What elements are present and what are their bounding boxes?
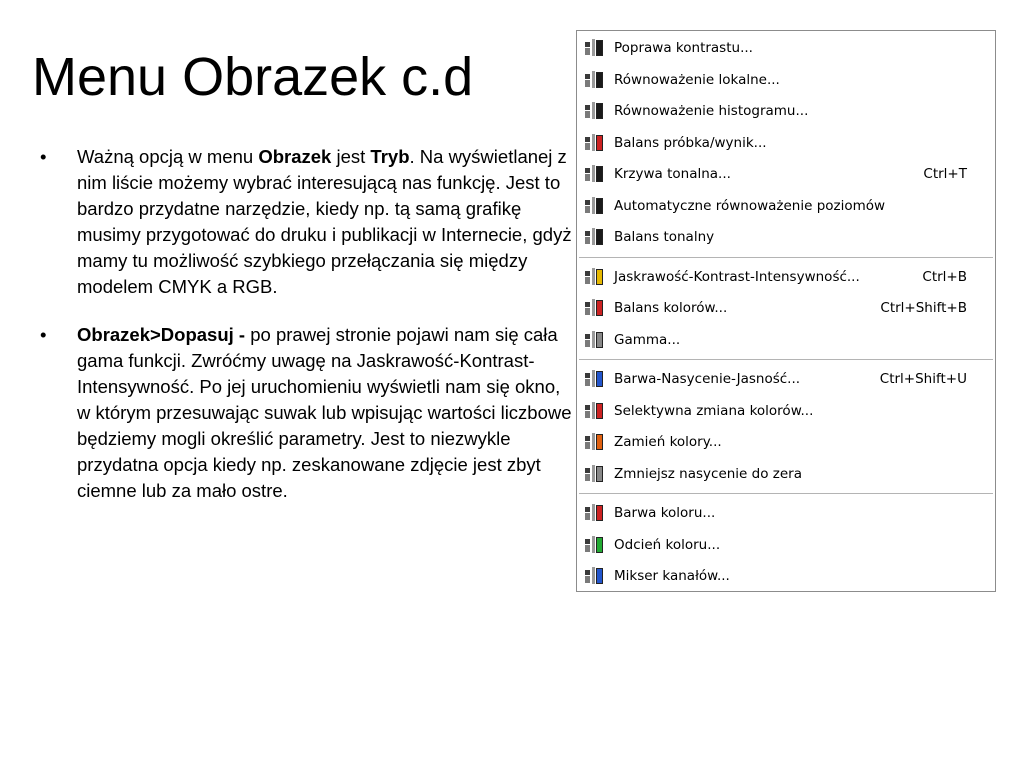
bullet-run-bold: Obrazek <box>258 146 332 167</box>
menu-item-label: Poprawa kontrastu... <box>614 40 753 56</box>
bullet-item <box>40 144 576 300</box>
hue-saturation-lightness-icon <box>585 370 605 388</box>
menu-item-label: Jaskrawość-Kontrast-Intensywność... <box>614 268 860 285</box>
menu-item[interactable] <box>577 223 995 251</box>
menu-item-label: Odcień koloru... <box>614 536 721 553</box>
replace-colors-icon <box>585 433 605 451</box>
bullet-run: Ważną opcją w menu <box>77 146 259 167</box>
adjust-menu <box>576 30 996 592</box>
menu-item-label: Barwa koloru... <box>614 505 716 521</box>
brightness-contrast-intensity-icon <box>585 268 605 286</box>
auto-levels-icon <box>585 197 605 215</box>
bullet-dot: • <box>40 146 47 167</box>
contrast-correction-icon <box>585 39 605 57</box>
menu-item[interactable] <box>577 66 995 94</box>
local-equalization-icon <box>585 71 605 89</box>
menu-item-shortcut: Ctrl+Shift+U <box>879 371 967 387</box>
menu-item[interactable] <box>577 97 995 125</box>
bullet-text <box>77 146 572 297</box>
bullet-run-bold: Obrazek>Dopasuj - <box>77 324 251 345</box>
slide-title: Menu Obrazek c.d <box>32 47 474 107</box>
bullet-run: . Na wyświetlanej z nim liście możemy wybrać interesującą nas funkcję. Jest to bardzo przydatne narzędzie, kiedy np. tą samą grafikę musimy przygotować do druku i publikacji w Internecie, gdyż mamy tu możliwość szybkiego przełączania się między modelem CMYK a RGB. <box>77 146 572 297</box>
channel-mixer-icon <box>585 567 605 585</box>
tonal-balance-icon <box>585 228 605 246</box>
menu-item-label: Zamień kolory... <box>614 434 722 450</box>
menu-item-label: Równoważenie histogramu... <box>614 103 809 119</box>
menu-item[interactable] <box>577 326 995 354</box>
menu-separator <box>579 257 993 259</box>
bullet-list <box>40 144 576 526</box>
selective-color-icon <box>585 402 605 420</box>
histogram-equalization-icon <box>585 102 605 120</box>
menu-item[interactable] <box>577 365 995 393</box>
menu-item-label: Barwa-Nasycenie-Jasność... <box>614 371 801 387</box>
menu-item[interactable] <box>577 294 995 322</box>
bullet-run: jest <box>331 146 371 167</box>
menu-item[interactable] <box>577 460 995 488</box>
menu-separator <box>579 359 993 361</box>
menu-item-shortcut: Ctrl+Shift+B <box>880 300 967 316</box>
menu-item-label: Balans próbka/wynik... <box>614 134 767 151</box>
menu-item[interactable] <box>577 397 995 425</box>
menu-item[interactable] <box>577 34 995 62</box>
menu-item[interactable] <box>577 192 995 220</box>
menu-item-shortcut: Ctrl+T <box>923 166 967 182</box>
bullet-run: po prawej stronie pojawi nam się cała gama funkcji. Zwróćmy uwagę na Jaskrawość-Kontrast-Intensywność. Po jej uruchomieniu wyświetli nam się okno, w którym przesuwając suwak lub wpisując wartości liczbowe będziemy mogli określić parametry. Jest to niezwykle przydatna opcja kiedy np. zeskanowane zdjęcie jest zbyt ciemne lub za mało ostre. <box>77 324 572 501</box>
menu-item[interactable] <box>577 263 995 291</box>
tone-curve-icon <box>585 165 605 183</box>
menu-item[interactable] <box>577 160 995 188</box>
menu-item-label: Balans tonalny <box>614 229 715 245</box>
menu-item-shortcut: Ctrl+B <box>922 268 967 285</box>
menu-item-label: Automatyczne równoważenie poziomów <box>614 197 886 214</box>
menu-item[interactable] <box>577 428 995 456</box>
menu-item-label: Mikser kanałów... <box>614 568 730 584</box>
menu-item[interactable] <box>577 531 995 559</box>
color-tint-icon <box>585 536 605 554</box>
menu-item-label: Balans kolorów... <box>614 300 728 316</box>
menu-separator <box>579 493 993 495</box>
bullet-text <box>77 324 572 501</box>
color-hue-icon <box>585 504 605 522</box>
menu-item-label: Gamma... <box>614 331 681 348</box>
bullet-dot: • <box>40 324 47 345</box>
menu-item-label: Równoważenie lokalne... <box>614 71 780 88</box>
bullet-run-bold: Tryb <box>370 146 410 167</box>
menu-item[interactable] <box>577 499 995 527</box>
menu-item-label: Zmniejsz nasycenie do zera <box>614 465 802 482</box>
bullet-item <box>40 322 576 504</box>
menu-item[interactable] <box>577 562 995 590</box>
menu-item[interactable] <box>577 129 995 157</box>
gamma-icon <box>585 331 605 349</box>
sample-target-balance-icon <box>585 134 605 152</box>
desaturate-icon <box>585 465 605 483</box>
color-balance-icon <box>585 299 605 317</box>
menu-item-label: Selektywna zmiana kolorów... <box>614 402 814 419</box>
menu-item-label: Krzywa tonalna... <box>614 166 731 182</box>
